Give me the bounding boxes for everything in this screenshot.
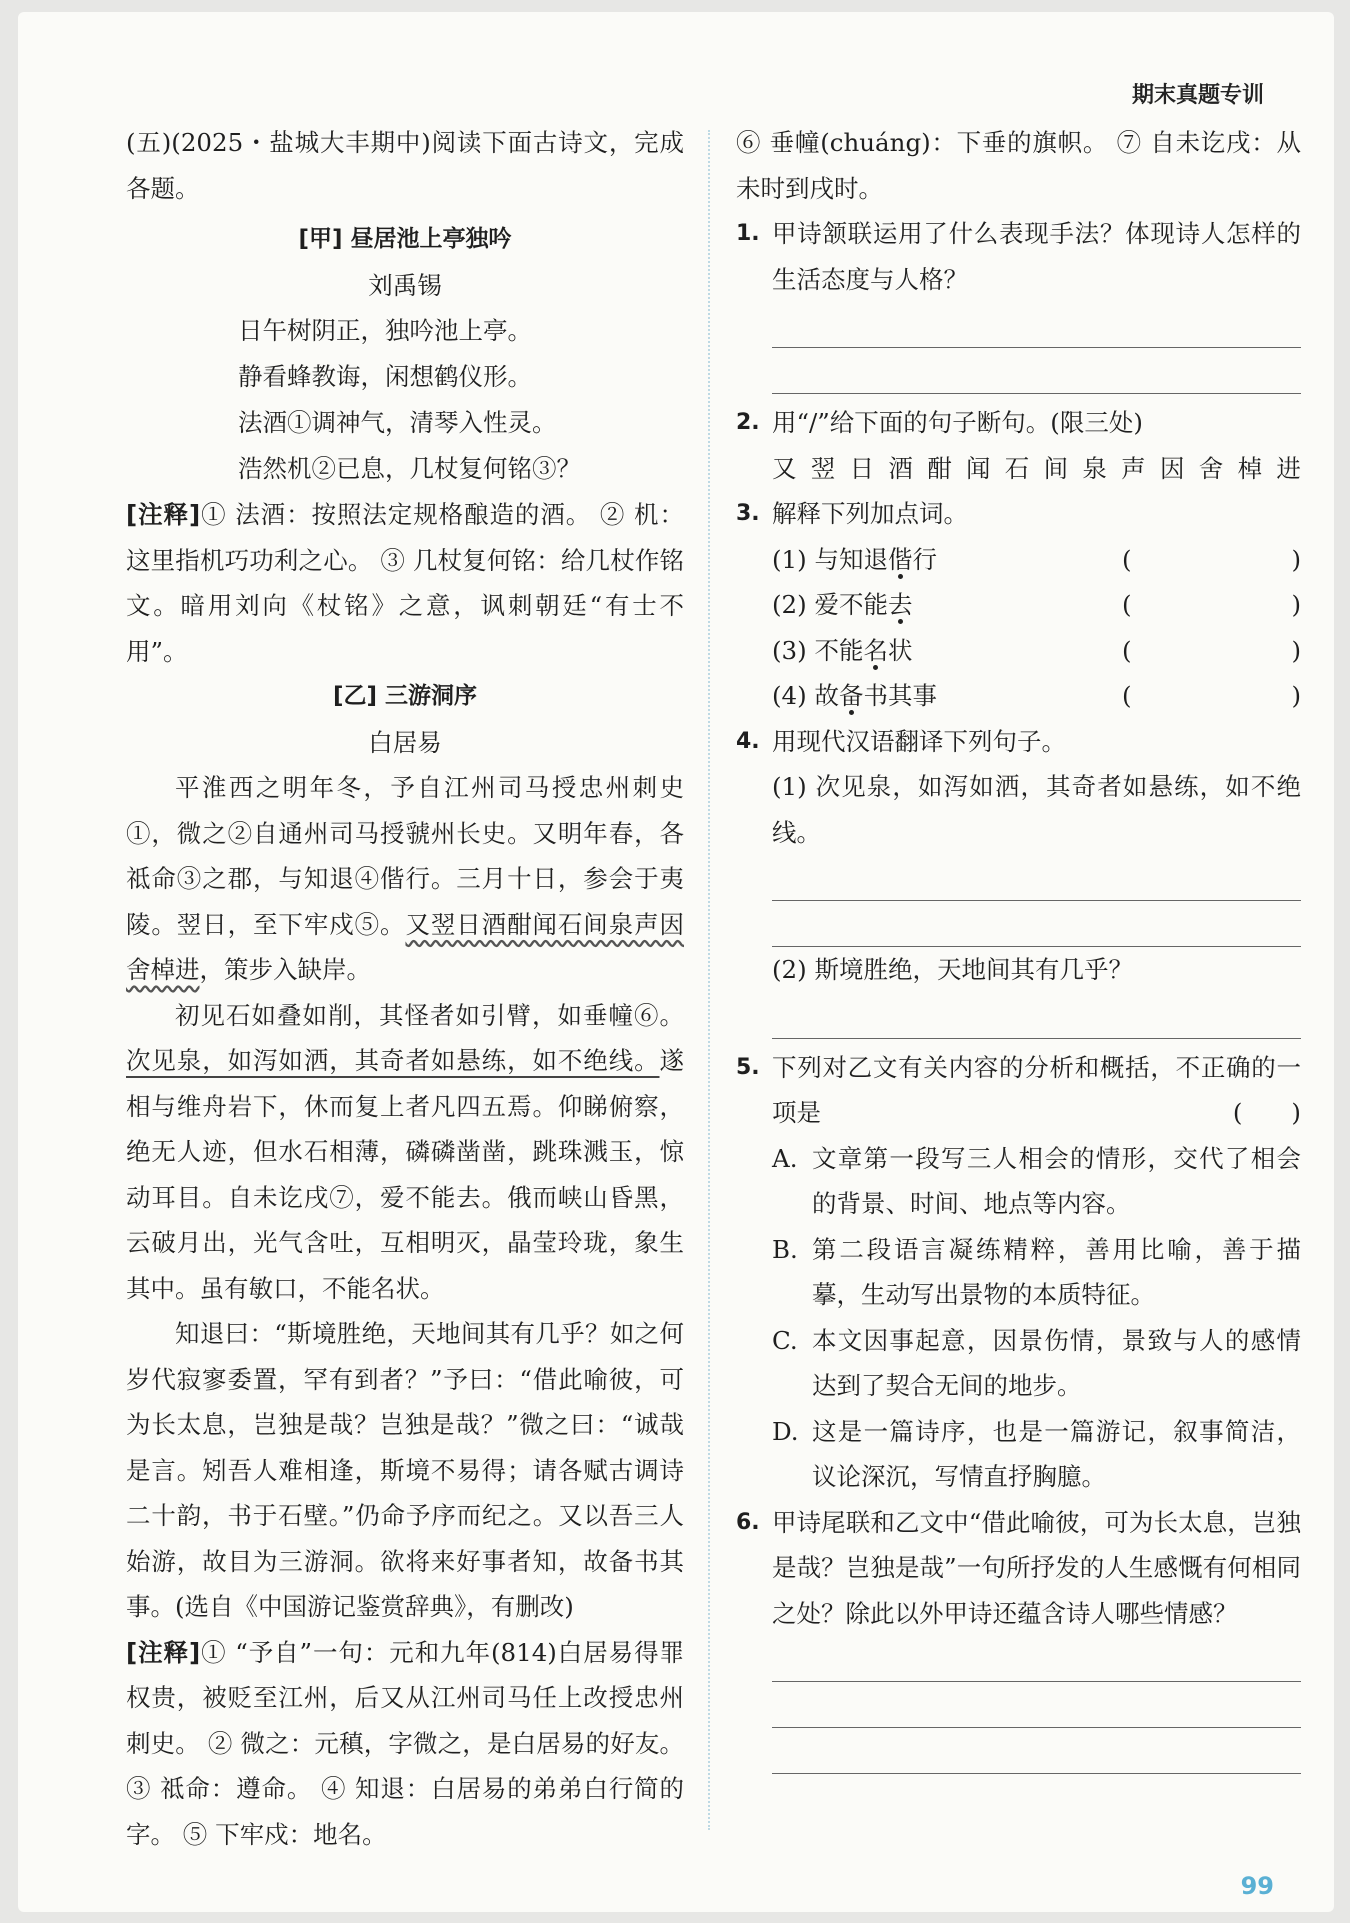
answer-paren[interactable] (1122, 628, 1301, 674)
left-column (126, 120, 684, 1857)
char: 泉 (1082, 453, 1107, 483)
answer-line[interactable] (772, 302, 1301, 348)
underlined-sentence: 次见泉，如泻如洒，其奇者如悬练，如不绝线。 (126, 1046, 660, 1075)
paren: ) (1291, 590, 1301, 619)
right-column (736, 120, 1301, 1774)
answer-paren[interactable] (1122, 582, 1301, 628)
item-text: 行 (912, 544, 938, 574)
poem-body (126, 308, 684, 492)
option-label: B. (772, 1234, 798, 1264)
question-6 (736, 1500, 1301, 1637)
notes-continued: ⑥ 垂幢(chuáng)：下垂的旗帜。 ⑦ 自未讫戌：从未时到戌时。 (736, 128, 1301, 203)
translation-sentence-2: (2) 斯境胜绝，天地间其有几乎？ (772, 955, 1133, 984)
prose-author: 白居易 (368, 727, 442, 757)
answer-line[interactable] (772, 1728, 1301, 1774)
prose-text: 遂相与维舟岩下，休而复上者凡四五焉。仰睇俯察，绝无人迹，但水石相薄，磷磷凿凿，跳珠溅玉，惊动耳目。自未讫戌⑦，爱不能去。俄而峡山昏黑，云破月出，光气含吐，互相明灭，晶莹玲珑，象生其中。虽有敏口，不能名状。 (126, 1046, 684, 1303)
item-text: 不能 (814, 635, 864, 665)
answer-line[interactable] (772, 1636, 1301, 1682)
answer-line[interactable] (772, 855, 1301, 901)
dotted-word: 去 (888, 590, 913, 619)
question-number: 1. (736, 221, 760, 246)
header-title: 期末真题专训 (1131, 83, 1264, 108)
paren: ( (1122, 681, 1132, 710)
vocab-item (736, 537, 1301, 583)
prose-text: 知退曰：“斯境胜绝，天地间其有几乎？如之何岁代寂寥委置，罕有到者？”予曰：“借此喻彼，可为长太息，岂独是哉？岂独是哉？”微之曰：“诚哉是言。矧吾人难相逢，斯境不易得；请各赋古调诗二十韵，书于石壁。”仍命予序而纪之。又以吾三人始游，故目为三游洞。欲将来好事者知，故备书其事。 (126, 1319, 684, 1621)
answer-paren[interactable] (1122, 673, 1301, 719)
answer-paren[interactable] (1122, 537, 1301, 583)
answer-line[interactable] (772, 901, 1301, 947)
item-label: (2) (772, 590, 807, 619)
dotted-word: 备 (839, 681, 864, 710)
char: 棹 (1237, 453, 1263, 483)
question-3 (736, 491, 1301, 537)
prose-notes (126, 1630, 684, 1858)
item-text: 故 (814, 681, 840, 710)
poem-author: 刘禹锡 (368, 270, 442, 300)
question-text: 用现代汉语翻译下列句子。 (772, 726, 1066, 756)
char: 石 (1004, 453, 1030, 483)
question-1 (736, 211, 1301, 302)
prose-title: [乙] 三游洞序 (332, 683, 478, 709)
question-number: 2. (736, 410, 760, 435)
prose-paragraph-2 (126, 993, 684, 1312)
vocab-item (736, 673, 1301, 719)
poem-title: [甲] 昼居池上亭独吟 (298, 226, 512, 252)
option-text: 文章第一段写三人相会的情形，交代了相会的背景、时间、地点等内容。 (812, 1143, 1301, 1218)
item-label: (4) (772, 681, 807, 710)
column-divider (708, 130, 710, 1830)
option-d[interactable] (736, 1409, 1301, 1500)
paren: ) (1291, 635, 1301, 665)
question-number: 6. (736, 1509, 760, 1535)
poem-line: 法酒①调神气，清琴入性灵。 (238, 408, 557, 437)
option-a[interactable] (736, 1136, 1301, 1227)
char: 日 (849, 453, 875, 483)
char: 翌 (810, 453, 836, 483)
item-text: 状 (888, 635, 913, 665)
char: 进 (1276, 453, 1301, 483)
paren: ( (1122, 635, 1132, 665)
question-text: 解释下列加点词。 (772, 499, 968, 528)
question-4 (736, 719, 1301, 765)
notes-text: ① 法酒：按照法定规格酿造的酒。 ② 机：这里指机巧功利之心。 ③ 几杖复何铭：给几杖作铭文。暗用刘向《杖铭》之意，讽刺朝廷“有士不用”。 (126, 500, 684, 666)
option-label: C. (772, 1325, 798, 1355)
vocab-item (736, 628, 1301, 674)
char: 又 (772, 453, 797, 483)
paren: ) (1291, 544, 1301, 574)
char: 间 (1043, 453, 1069, 483)
paren: ( (1122, 544, 1132, 574)
notes-tag: [注释] (126, 500, 201, 529)
item-label: (3) (772, 635, 807, 665)
wavy-underlined-sentence: 又翌日酒酣闻石间泉声因舍棹进 (126, 909, 684, 984)
question-text: 用“/”给下面的句子断句。(限三处) (772, 408, 1143, 437)
answer-line[interactable] (772, 348, 1301, 394)
question-number: 4. (736, 728, 760, 754)
page (18, 12, 1334, 1912)
question-number: 3. (736, 501, 760, 526)
item-label: (1) (772, 544, 807, 574)
char: 酒 (888, 453, 913, 483)
notes-text: ① “予自”一句：元和九年(814)白居易得罪权贵，被贬至江州，后又从江州司马任上改授忠州刺史。 ② 微之：元稹，字微之，是白居易的好友。 ③ 祗命：遵命。 ④ 知退：白居易的弟弟白行简的字。 ⑤ 下牢戍：地名。 (126, 1637, 685, 1849)
item-text: 爱不能 (814, 590, 889, 619)
option-label: A. (772, 1143, 798, 1173)
poem-line: 日午树阴正，独吟池上亭。 (238, 316, 532, 345)
poem-line: 静看蜂教诲，闲想鹤仪形。 (238, 362, 532, 391)
vocab-item (736, 582, 1301, 628)
prose-text: ，策步入缺岸。 (199, 955, 371, 984)
question-text: 下列对乙文有关内容的分析和概括，不正确的一项是 (772, 1052, 1301, 1127)
question-text: 甲诗颔联运用了什么表现手法？体现诗人怎样的生活态度与人格？ (772, 219, 1301, 294)
option-b[interactable] (736, 1227, 1301, 1318)
question-number: 5. (736, 1054, 760, 1080)
answer-line[interactable] (772, 993, 1301, 1039)
answer-line[interactable] (772, 1682, 1301, 1728)
question-text: 甲诗尾联和乙文中“借此喻彼，可为长太息，岂独是哉？岂独是哉”一句所抒发的人生感慨有何相同之处？除此以外甲诗还蕴含诗人哪些情感？ (772, 1507, 1301, 1628)
char: 声 (1121, 453, 1146, 483)
question-2 (736, 400, 1301, 446)
question-5 (736, 1045, 1301, 1136)
option-text: 本文因事起意，因景伤情，景致与人的感情达到了契合无间的地步。 (812, 1325, 1301, 1400)
option-label: D. (772, 1416, 799, 1446)
dotted-word: 偕 (888, 544, 913, 574)
sentence-to-punctuate (736, 446, 1301, 492)
option-text: 第二段语言凝练精粹，善用比喻，善于描摹，生动写出景物的本质特征。 (812, 1234, 1301, 1309)
option-c[interactable] (736, 1318, 1301, 1409)
page-number: 99 (1240, 1872, 1274, 1900)
prose-text: 初见石如叠如削，其怪者如引臂，如垂幢⑥。 (175, 1000, 684, 1030)
prose-text: 平淮西之明年冬，予自江州司马授忠州刺史①，微之②自通州司马授虢州长史。又明年春，各祗命③之郡，与知退④偕行。三月十日，参会于夷陵。翌日，至下牢戍⑤。 (126, 773, 684, 939)
translation-sentence-1: (1) 次见泉，如泻如洒，其奇者如悬练，如不绝线。 (772, 772, 1301, 847)
section-intro: (五)(2025・盐城大丰期中)阅读下面古诗文，完成各题。 (126, 128, 684, 203)
poem-notes (126, 492, 684, 674)
poem-line: 浩然机②已息，几杖复何铭③？ (238, 454, 581, 483)
paren: ) (1291, 681, 1301, 710)
item-text: 与知退 (814, 544, 889, 574)
prose-paragraph-1 (126, 765, 684, 993)
option-text: 这是一篇诗序，也是一篇游记，叙事简洁，议论深沉，写情直抒胸臆。 (812, 1416, 1301, 1491)
char: 酣 (927, 453, 952, 483)
item-text: 书其事 (863, 681, 938, 710)
prose-paragraph-3 (126, 1311, 684, 1630)
char: 舍 (1198, 453, 1224, 483)
paren: ( (1122, 590, 1132, 619)
answer-paren[interactable]: ( ) (1232, 1098, 1301, 1127)
char: 因 (1159, 453, 1185, 483)
char: 闻 (965, 453, 991, 483)
dotted-word: 名 (863, 635, 889, 665)
notes-tag: [注释] (126, 1637, 201, 1667)
prose-source: (选自《中国游记鉴赏辞典》，有删改) (175, 1592, 574, 1621)
